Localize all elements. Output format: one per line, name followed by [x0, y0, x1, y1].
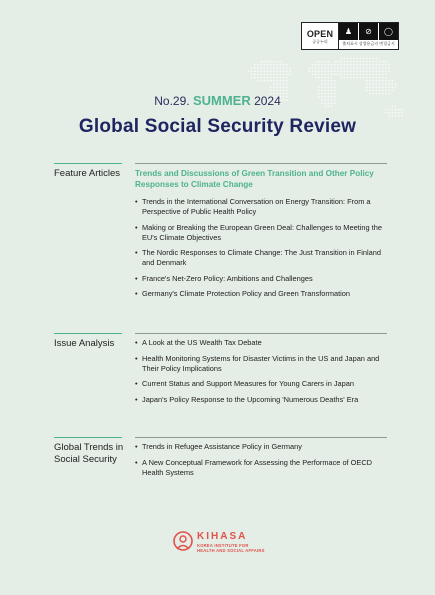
article-item: • Making or Breaking the European Green Deal: Challenges to Meeting the EU's Climate Objectives — [135, 222, 382, 242]
section-accent-rule — [54, 437, 122, 438]
issue-season: SUMMER — [192, 93, 251, 108]
article-item: • Trends in Refugee Assistance Policy in Germany — [135, 442, 302, 451]
kihasa-logo-icon — [172, 530, 194, 554]
open-logo — [302, 23, 339, 49]
open-subtitle: 공공누리 — [312, 38, 328, 44]
issue-number: No.29. — [154, 94, 190, 108]
attribution-icon: ♟ — [339, 23, 359, 40]
noderivs-icon: ◯ — [384, 27, 393, 36]
noncommercial-icon: ⊘ — [359, 23, 379, 40]
section-divider — [135, 163, 387, 164]
section-accent-rule — [54, 163, 122, 164]
logo-wordmark: KIHASA — [197, 531, 248, 542]
section-body — [135, 442, 390, 483]
section-divider — [135, 437, 387, 438]
section-title: Issue Analysis — [54, 338, 115, 349]
article-item: • Current Status and Support Measures for Young Carers in Japan — [135, 379, 354, 388]
license-icons — [339, 23, 398, 49]
article-item: • A New Conceptual Framework for Assessing the Performace of OECD Health Systems — [135, 457, 373, 477]
article-item: • Health Monitoring Systems for Disaster Victims in the US and Japan and Their Policy Implications — [135, 353, 380, 373]
license-caption: 출처표시 상업용금지 변경금지 — [342, 41, 395, 46]
article-item: • France's Net-Zero Policy: Ambitions and Challenges — [135, 273, 313, 283]
journal-title: Global Social Security Review — [78, 116, 357, 137]
kihasa-logo — [172, 530, 282, 560]
article-item: • Germany's Climate Protection Policy and Green Transformation — [135, 289, 351, 298]
issue-line — [0, 93, 435, 108]
section-body — [135, 338, 390, 410]
article-item: • A Look at the US Wealth Tax Debate — [135, 338, 262, 347]
section-accent-rule — [54, 333, 122, 334]
section-title: Feature Articles — [54, 168, 120, 179]
logo-subtitle-line1: KOREA INSTITUTE FOR — [197, 543, 249, 548]
article-item: • The Nordic Responses to Climate Change: The Just Transition in Finland and Denmark — [135, 248, 381, 267]
logo-subtitle-line2: HEALTH AND SOCIAL AFFAIRS — [197, 548, 265, 553]
open-word: OPEN — [306, 28, 334, 39]
issue-year: 2024 — [254, 94, 281, 108]
section-divider — [135, 333, 387, 334]
section-title: Global Trends in Social Security — [54, 442, 124, 465]
section-body — [135, 168, 390, 305]
article-item: • Trends in the International Conversation on Energy Transition: From a Perspective of Public Health Policy — [135, 197, 371, 216]
open-license-badge — [301, 22, 399, 50]
article-item: • Japan's Policy Response to the Upcoming 'Numerous Deaths' Era — [135, 394, 359, 404]
section-headline: Trends and Discussions of Green Transition and Other Policy Responses to Climate Change — [135, 169, 374, 189]
